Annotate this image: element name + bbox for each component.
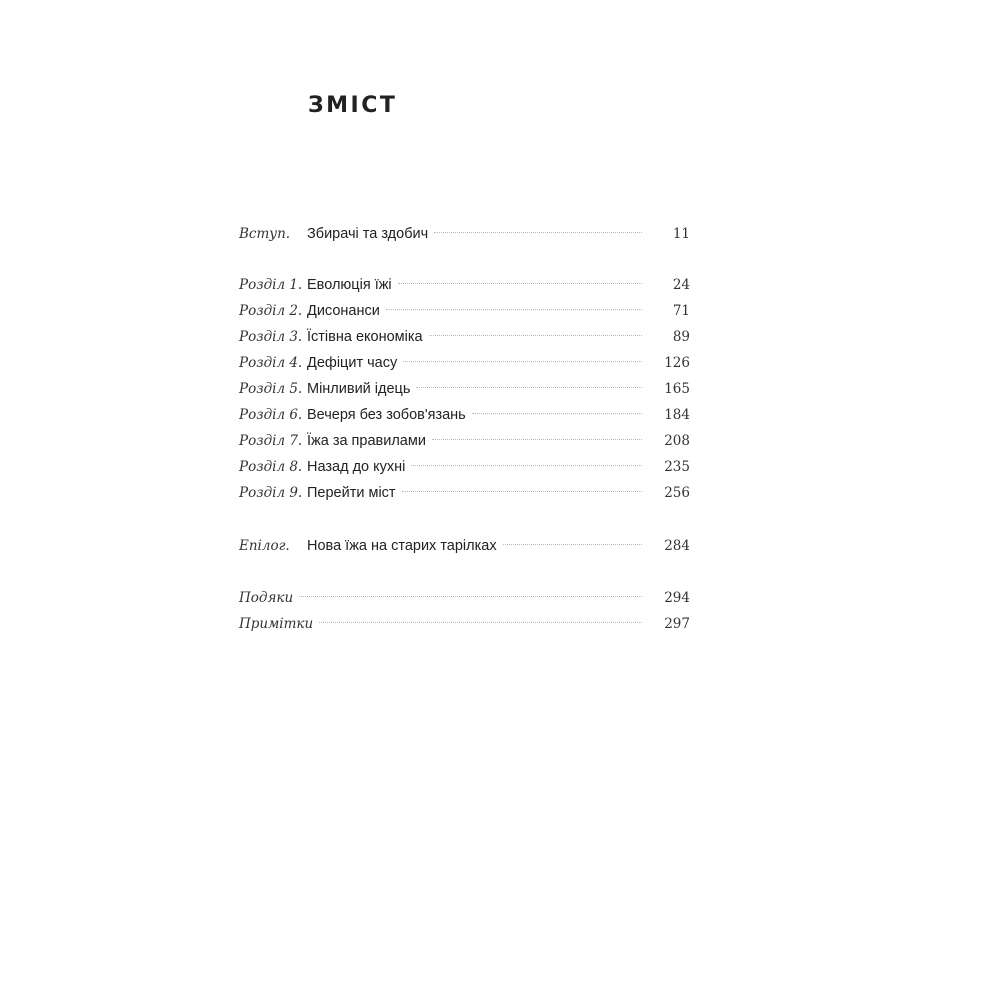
entry-label: Подяки bbox=[239, 590, 294, 606]
entry-title: Назад до кухні bbox=[307, 459, 406, 475]
entry-title: Збирачі та здобич bbox=[307, 226, 429, 242]
toc-entry-epilogue[interactable] bbox=[239, 535, 690, 557]
entry-page-number: 256 bbox=[664, 485, 690, 501]
dot-leader bbox=[416, 387, 642, 388]
toc-entry-intro[interactable] bbox=[239, 223, 690, 245]
toc-entry-chapter-2[interactable] bbox=[239, 300, 690, 322]
dot-leader bbox=[386, 309, 642, 310]
entry-title: Перейти міст bbox=[307, 485, 396, 501]
entry-title: Дисонанси bbox=[307, 303, 380, 319]
toc-entry-chapter-6[interactable] bbox=[239, 404, 690, 426]
entry-page-number: 284 bbox=[664, 538, 690, 554]
entry-label: Розділ 9. bbox=[239, 485, 303, 501]
entry-label: Розділ 5. bbox=[239, 381, 303, 397]
entry-page-number: 89 bbox=[672, 329, 690, 345]
entry-page-number: 11 bbox=[672, 226, 690, 242]
page-title: ЗМІСТ bbox=[308, 93, 398, 118]
entry-label: Розділ 2. bbox=[239, 303, 303, 319]
entry-page-number: 126 bbox=[664, 355, 690, 371]
entry-page-number: 165 bbox=[664, 381, 690, 397]
dot-leader bbox=[319, 622, 642, 623]
toc-entry-chapter-3[interactable] bbox=[239, 326, 690, 348]
entry-page-number: 24 bbox=[672, 277, 690, 293]
entry-label: Розділ 6. bbox=[239, 407, 303, 423]
entry-label: Розділ 4. bbox=[239, 355, 303, 371]
toc-entry-chapter-9[interactable] bbox=[239, 482, 690, 504]
dot-leader bbox=[398, 283, 642, 284]
entry-title: Їжа за правилами bbox=[307, 433, 426, 449]
entry-label: Примітки bbox=[239, 616, 314, 632]
entry-title: Вечеря без зобов'язань bbox=[307, 407, 466, 423]
entry-label: Вступ. bbox=[239, 226, 291, 242]
toc-entry-notes[interactable] bbox=[239, 613, 690, 635]
dot-leader bbox=[434, 232, 642, 233]
entry-page-number: 297 bbox=[664, 616, 690, 632]
entry-label: Розділ 8. bbox=[239, 459, 303, 475]
entry-page-number: 184 bbox=[664, 407, 690, 423]
toc-entry-chapter-7[interactable] bbox=[239, 430, 690, 452]
dot-leader bbox=[432, 439, 642, 440]
dot-leader bbox=[402, 491, 642, 492]
dot-leader bbox=[429, 335, 642, 336]
dot-leader bbox=[411, 465, 642, 466]
toc-entry-chapter-5[interactable] bbox=[239, 378, 690, 400]
dot-leader bbox=[472, 413, 642, 414]
toc-entry-chapter-8[interactable] bbox=[239, 456, 690, 478]
dot-leader bbox=[299, 596, 642, 597]
dot-leader bbox=[403, 361, 642, 362]
entry-title: Мінливий ідець bbox=[307, 381, 411, 397]
toc-entry-chapter-4[interactable] bbox=[239, 352, 690, 374]
entry-label: Розділ 1. bbox=[239, 277, 303, 293]
entry-page-number: 71 bbox=[672, 303, 690, 319]
dot-leader bbox=[503, 544, 642, 545]
entry-title: Еволюція їжі bbox=[307, 277, 392, 293]
toc-entry-chapter-1[interactable] bbox=[239, 274, 690, 296]
entry-page-number: 294 bbox=[664, 590, 690, 606]
entry-title: Їстівна економіка bbox=[307, 329, 423, 345]
entry-page-number: 235 bbox=[664, 459, 690, 475]
entry-label: Епілог. bbox=[239, 538, 290, 554]
entry-label: Розділ 3. bbox=[239, 329, 303, 345]
entry-title: Дефіцит часу bbox=[307, 355, 398, 371]
toc-entry-acknowledgements[interactable] bbox=[239, 587, 690, 609]
entry-page-number: 208 bbox=[664, 433, 690, 449]
entry-title: Нова їжа на старих тарілках bbox=[307, 538, 497, 554]
entry-label: Розділ 7. bbox=[239, 433, 303, 449]
